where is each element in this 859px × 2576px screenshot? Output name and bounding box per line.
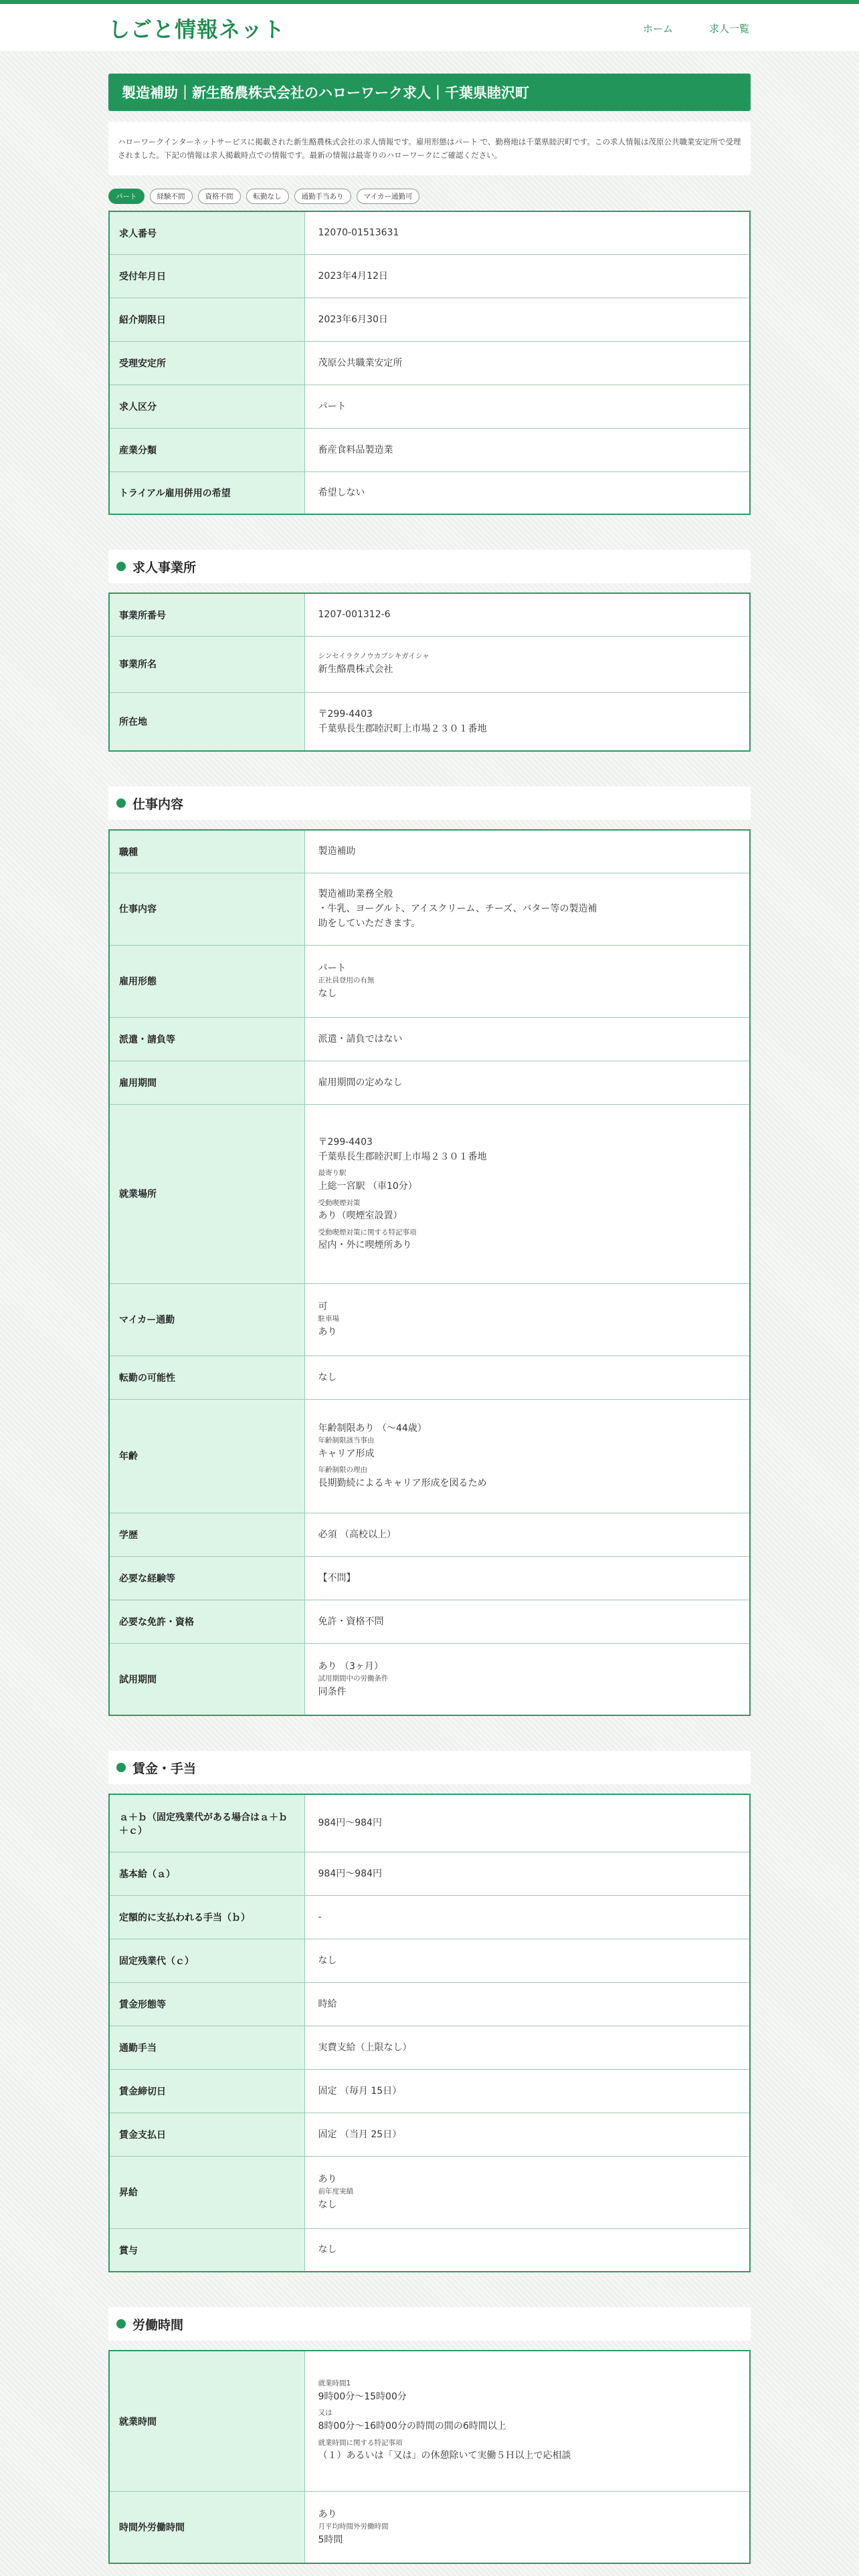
nav-job-list-link[interactable]: 求人一覧 — [708, 22, 749, 35]
row-value: 派遣・請負ではない — [304, 1017, 750, 1061]
section-title: 労働時間 — [132, 2317, 184, 2333]
row-label: 試用期間 — [109, 1643, 304, 1715]
row-label: 産業分類 — [109, 428, 304, 471]
hours-table — [108, 2350, 751, 2564]
row-label: 所在地 — [109, 692, 304, 751]
section-bullet-icon — [116, 562, 126, 571]
row-label: 雇用期間 — [109, 1061, 304, 1104]
table-row — [109, 2069, 750, 2113]
row-label: 派遣・請負等 — [109, 1017, 304, 1061]
tag-no-transfer: 転勤なし — [246, 189, 289, 204]
row-label: 事業所名 — [109, 636, 304, 692]
hours-value: （１）あるいは「又は」の休憩除いて実働５Ｈ以上で応相談 — [318, 2450, 571, 2462]
table-row — [109, 1939, 750, 1982]
table-row — [109, 830, 750, 873]
row-label: 紹介期限日 — [109, 298, 304, 341]
wage-table — [108, 1794, 751, 2272]
table-row — [109, 211, 750, 254]
row-value: 雇用期間の定めなし — [304, 1061, 750, 1104]
basic-info-table — [108, 211, 751, 515]
hours-sub-label: 又は — [318, 2409, 332, 2418]
row-label: 求人番号 — [109, 211, 304, 254]
table-row — [109, 1356, 750, 1399]
row-value — [304, 2351, 750, 2491]
table-row — [109, 1399, 750, 1513]
row-value: 希望しない — [318, 487, 365, 498]
page-title: 製造補助｜新生酪農株式会社のハローワーク求人｜千葉県睦沢町 — [108, 74, 751, 111]
table-row — [109, 1600, 750, 1643]
smoke-note-label: 受動喫煙対策に関する特記事項 — [318, 1228, 417, 1237]
row-label: 時間外労働時間 — [109, 2491, 304, 2563]
section-header-office — [108, 550, 751, 583]
row-value: 固定 （毎月 15日） — [304, 2069, 750, 2113]
smoke-value: あり（喫煙室設置） — [318, 1210, 403, 1222]
tag-list — [108, 189, 751, 204]
table-row — [109, 1017, 750, 1061]
row-value: 茂原公共職業安定所 — [304, 341, 750, 385]
row-label: 定額的に支払われる手当（ｂ） — [109, 1895, 304, 1939]
row-label: 必要な経験等 — [109, 1556, 304, 1600]
content-line: 製造補助業務全般 — [318, 888, 393, 899]
row-label: 年齢 — [109, 1399, 304, 1513]
employ-sub-label: 正社員登用の有無 — [318, 976, 375, 985]
row-value: 製造補助 — [304, 830, 750, 873]
table-row — [109, 2351, 750, 2491]
hours-sub-label: 就業時間に関する特記事項 — [318, 2438, 403, 2447]
place-postal: 〒299-4403 — [318, 1136, 373, 1148]
hours-value: 8時00分〜16時00分の時間の間の6時間以上 — [318, 2421, 506, 2432]
row-label: 職種 — [109, 830, 304, 873]
raise-sub-value: なし — [318, 2199, 337, 2211]
table-row — [109, 1852, 750, 1895]
row-value: 1207-001312-6 — [304, 593, 750, 636]
row-value: 実費支給（上限なし） — [304, 2026, 750, 2069]
table-row — [109, 1283, 750, 1356]
row-label: 就業場所 — [109, 1104, 304, 1283]
row-value: 12070-01513631 — [304, 211, 750, 254]
ot-sub-value: 5時間 — [318, 2534, 343, 2545]
row-label: マイカー通勤 — [109, 1283, 304, 1356]
table-row — [109, 1895, 750, 1939]
content-line: 助をしていただきます。 — [318, 918, 421, 930]
row-label: 転勤の可能性 — [109, 1356, 304, 1399]
row-label: 学歴 — [109, 1513, 304, 1556]
trial-value: あり （3ヶ月） — [318, 1660, 383, 1672]
raise-value: あり — [318, 2173, 337, 2185]
tag-part: パート — [108, 189, 145, 204]
row-label: 事業所番号 — [109, 593, 304, 636]
office-name-kana: シンセイラクノウカブシキガイシャ — [318, 652, 430, 661]
car-value: 可 — [318, 1301, 328, 1312]
row-value — [304, 1283, 750, 1356]
raise-sub-label: 前年度実績 — [318, 2187, 353, 2196]
table-row — [109, 2156, 750, 2228]
nav-home-link[interactable]: ホーム — [642, 22, 673, 35]
station-value: 上総一宮駅 （車10分） — [318, 1181, 417, 1192]
row-value — [304, 636, 750, 692]
row-label: 求人区分 — [109, 385, 304, 428]
row-label: 昇給 — [109, 2156, 304, 2228]
station-label: 最寄り駅 — [318, 1169, 347, 1178]
place-address: 千葉県長生郡睦沢町上市場２３０１番地 — [318, 1152, 487, 1163]
row-label: 賃金支払日 — [109, 2113, 304, 2156]
office-postal: 〒299-4403 — [318, 708, 373, 720]
table-row — [109, 471, 750, 514]
row-value: 984円〜984円 — [304, 1794, 750, 1852]
table-row — [109, 341, 750, 385]
row-value: なし — [304, 1356, 750, 1399]
row-label: 必要な免許・資格 — [109, 1600, 304, 1643]
tag-no-license: 資格不問 — [198, 189, 241, 204]
table-row — [109, 254, 750, 298]
row-label: 賃金形態等 — [109, 1982, 304, 2026]
content-line: ・牛乳、ヨーグルト、アイスクリーム、チーズ、バター等の製造補 — [318, 903, 597, 915]
table-row — [109, 1104, 750, 1283]
section-header-hours — [108, 2307, 751, 2341]
table-row — [109, 1556, 750, 1600]
table-row — [109, 2113, 750, 2156]
section-header-work — [108, 786, 751, 820]
row-value: なし — [304, 1939, 750, 1982]
row-label: トライアル雇用併用の希望 — [109, 471, 304, 514]
parking-label: 駐車場 — [318, 1315, 339, 1323]
row-label: 通勤手当 — [109, 2026, 304, 2069]
ot-value: あり — [318, 2508, 337, 2520]
table-row — [109, 2228, 750, 2272]
table-row — [109, 636, 750, 692]
tag-no-experience: 経験不問 — [150, 189, 193, 204]
row-value: - — [304, 1895, 750, 1939]
row-value — [304, 2491, 750, 2563]
table-row — [109, 2026, 750, 2069]
smoke-label: 受動喫煙対策 — [318, 1198, 361, 1207]
employ-value: パート — [318, 962, 347, 974]
row-label: 仕事内容 — [109, 873, 304, 945]
tag-commute-allowance: 通勤手当あり — [294, 189, 351, 204]
table-row — [109, 1061, 750, 1104]
tag-car-commute: マイカー通勤可 — [357, 189, 420, 204]
row-label: 賞与 — [109, 2228, 304, 2272]
row-value: なし — [318, 2244, 337, 2256]
row-value — [304, 873, 750, 945]
smoke-note-value: 屋内・外に喫煙所あり — [318, 1240, 412, 1251]
row-value: 2023年4月12日 — [304, 254, 750, 298]
section-bullet-icon — [116, 1763, 126, 1772]
row-value — [304, 1643, 750, 1715]
section-title: 賃金・手当 — [132, 1761, 197, 1776]
table-row — [109, 2491, 750, 2563]
office-address: 千葉県長生郡睦沢町上市場２３０１番地 — [318, 724, 487, 734]
table-row — [109, 428, 750, 471]
row-value — [304, 2156, 750, 2228]
section-header-wage — [108, 1751, 751, 1784]
site-logo[interactable]: しごと情報ネット — [108, 17, 286, 42]
section-bullet-icon — [116, 2319, 126, 2329]
hours-value: 9時00分〜15時00分 — [318, 2391, 407, 2403]
trial-sub-value: 同条件 — [318, 1686, 347, 1697]
row-label: 固定残業代（ｃ） — [109, 1939, 304, 1982]
intro-text: ハローワークインターネットサービスに掲載された新生酪農株式会社の求人情報です。雇用形態はパート で、勤務地は千葉県睦沢町です。この求人情報は茂原公共職業安定所で受理されました。下記の情報は求人掲載時点での情報です。最新の情報は最寄りのハローワークにご確認ください。 — [108, 122, 751, 175]
table-row — [109, 1513, 750, 1556]
table-row — [109, 385, 750, 428]
ot-sub-label: 月平均時間外労働時間 — [318, 2523, 389, 2531]
main-nav — [643, 21, 749, 35]
row-label: 就業時間 — [109, 2351, 304, 2491]
site-header — [0, 4, 859, 52]
row-value: 畜産食料品製造業 — [304, 428, 750, 471]
parking-value: あり — [318, 1327, 337, 1338]
age-value: 年齢制限あり （～44歳） — [318, 1422, 427, 1434]
table-row — [109, 1643, 750, 1715]
row-value — [304, 1399, 750, 1513]
row-label: 基本給（ａ） — [109, 1852, 304, 1895]
main-content — [108, 52, 751, 2564]
section-title: 求人事業所 — [132, 560, 197, 575]
table-row — [109, 1794, 750, 1852]
section-bullet-icon — [116, 798, 126, 808]
row-label: 受付年月日 — [109, 254, 304, 298]
trial-sub-label: 試用期間中の労働条件 — [318, 1675, 389, 1683]
row-value: 984円〜984円 — [304, 1852, 750, 1895]
row-value: 固定 （当月 25日） — [304, 2113, 750, 2156]
row-value — [304, 1104, 750, 1283]
table-row — [109, 873, 750, 945]
table-row — [109, 692, 750, 751]
row-label: ａ＋ｂ（固定残業代がある場合はａ＋ｂ＋ｃ） — [109, 1794, 304, 1852]
office-name: 新生酪農株式会社 — [318, 663, 393, 675]
row-value: パート — [304, 385, 750, 428]
hours-sub-label: 就業時間1 — [318, 2379, 351, 2388]
age-reason-value: キャリア形成 — [318, 1448, 375, 1460]
table-row — [109, 1982, 750, 2026]
table-row — [109, 593, 750, 636]
row-value: 必須 （高校以上） — [304, 1513, 750, 1556]
row-label: 受理安定所 — [109, 341, 304, 385]
row-label: 賃金締切日 — [109, 2069, 304, 2113]
age-reason-label: 年齢制限該当事由 — [318, 1436, 375, 1445]
row-value — [304, 692, 750, 751]
row-label: 雇用形態 — [109, 945, 304, 1017]
table-row — [109, 298, 750, 341]
age-why-value: 長期勤続によるキャリア形成を図るため — [318, 1478, 487, 1489]
employ-sub-value: なし — [318, 988, 337, 1000]
work-table — [108, 829, 751, 1716]
row-value: 【不問】 — [304, 1556, 750, 1600]
row-value — [304, 945, 750, 1017]
row-value: 免許・資格不問 — [304, 1600, 750, 1643]
row-value: 時給 — [304, 1982, 750, 2026]
table-row — [109, 945, 750, 1017]
office-table — [108, 593, 751, 752]
section-title: 仕事内容 — [132, 796, 184, 812]
age-why-label: 年齢制限の理由 — [318, 1466, 367, 1475]
row-value: 2023年6月30日 — [304, 298, 750, 341]
